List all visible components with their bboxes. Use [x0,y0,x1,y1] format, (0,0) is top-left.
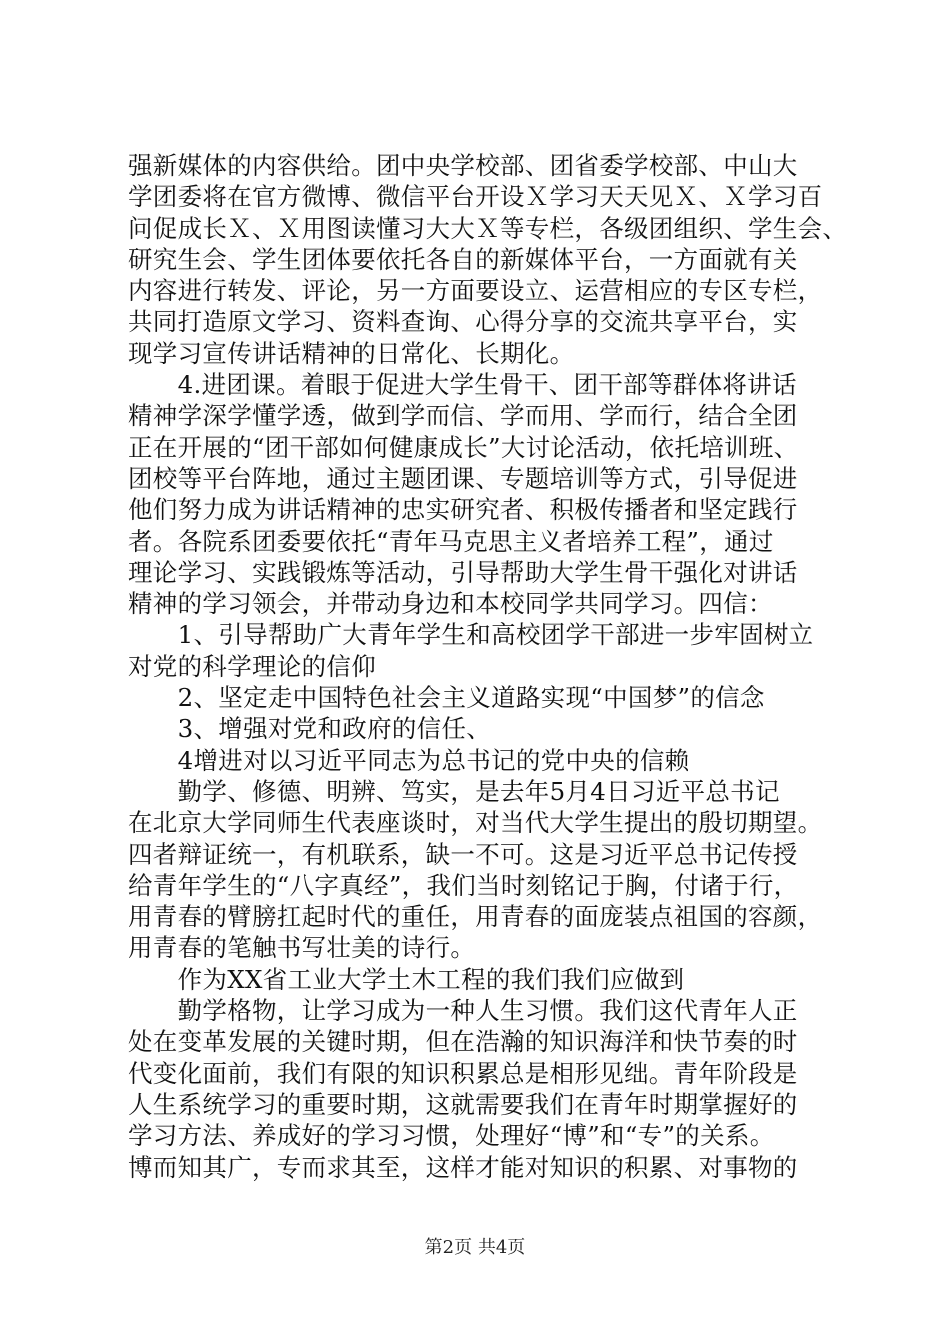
text-line: 理论学习、实践锻炼等活动，引导帮助大学生骨干强化对讲话 [128,557,798,587]
text-line: 2、坚定走中国特色社会主义道路实现“中国梦”的信念 [128,683,765,713]
text-line: 作为XX省工业大学土木工程的我们我们应做到 [128,964,685,994]
text-line: 问促成长Ｘ、Ｘ用图读懂习大大Ｘ等专栏，各级团组织、学生会、 [128,213,848,243]
text-line: 勤学格物，让学习成为一种人生习惯。我们这代青年人正 [128,996,798,1026]
page-number-footer: 第2页 共4页 [424,1237,526,1258]
text-line: 1、引导帮助广大青年学生和高校团学干部进一步牢固树立 [128,620,814,650]
text-line: 勤学、修德、明辨、笃实，是去年5月4日习近平总书记 [128,776,780,806]
text-line: 学团委将在官方微博、微信平台开设Ｘ学习天天见Ｘ、Ｘ学习百 [128,182,823,212]
text-line: 精神的学习领会，并带动身边和本校同学共同学习。四信： [128,589,773,619]
text-line: 团校等平台阵地，通过主题团课、专题培训等方式，引导促进 [128,463,798,493]
text-line: 处在变革发展的关键时期，但在浩瀚的知识海洋和快节奏的时 [128,1027,798,1057]
text-line: 代变化面前，我们有限的知识积累总是相形见绌。青年阶段是 [128,1058,798,1088]
document-body [128,150,848,1183]
text-line: 4.进团课。着眼于促进大学生骨干、团干部等群体将讲话 [128,370,797,400]
text-line: 对党的科学理论的信仰 [128,651,376,681]
text-line: 正在开展的“团干部如何健康成长”大讨论活动，依托培训班、 [128,432,799,462]
text-line: 人生系统学习的重要时期，这就需要我们在青年时期掌握好的 [128,1089,798,1119]
text-line: 强新媒体的内容供给。团中央学校部、团省委学校部、中山大 [128,151,798,180]
text-line: 3、增强对党和政府的信任、 [128,714,492,744]
text-line: 研究生会、学生团体要依托各自的新媒体平台，一方面就有关 [128,244,798,274]
text-line: 内容进行转发、评论，另一方面要设立、运营相应的专区专栏， [128,276,823,306]
text-line: 4增进对以习近平同志为总书记的党中央的信赖 [128,745,690,775]
text-line: 共同打造原文学习、资料查询、心得分享的交流共享平台，实 [128,307,798,337]
text-line: 在北京大学同师生代表座谈时，对当代大学生提出的殷切期望。 [128,808,823,838]
text-line: 四者辩证统一，有机联系，缺一不可。这是习近平总书记传授 [128,839,798,869]
text-line: 给青年学生的“八字真经”，我们当时刻铭记于胸，付诸于行， [128,870,799,900]
text-line: 他们努力成为讲话精神的忠实研究者、积极传播者和坚定践行 [128,495,798,525]
text-line: 精神学深学懂学透，做到学而信、学而用、学而行，结合全团 [128,401,798,431]
text-line: 用青春的臂膀扛起时代的重任，用青春的面庞装点祖国的容颜， [128,902,823,932]
text-line: 用青春的笔触书写壮美的诗行。 [128,933,476,963]
text-line: 学习方法、养成好的学习习惯，处理好“博”和“专”的关系。 [128,1121,775,1151]
text-line: 现学习宣传讲话精神的日常化、长期化。 [128,338,575,368]
text-line: 博而知其广，专而求其至，这样才能对知识的积累、对事物的 [128,1152,798,1182]
text-line: 者。各院系团委要依托“青年马克思主义者培养工程”，通过 [128,526,774,556]
